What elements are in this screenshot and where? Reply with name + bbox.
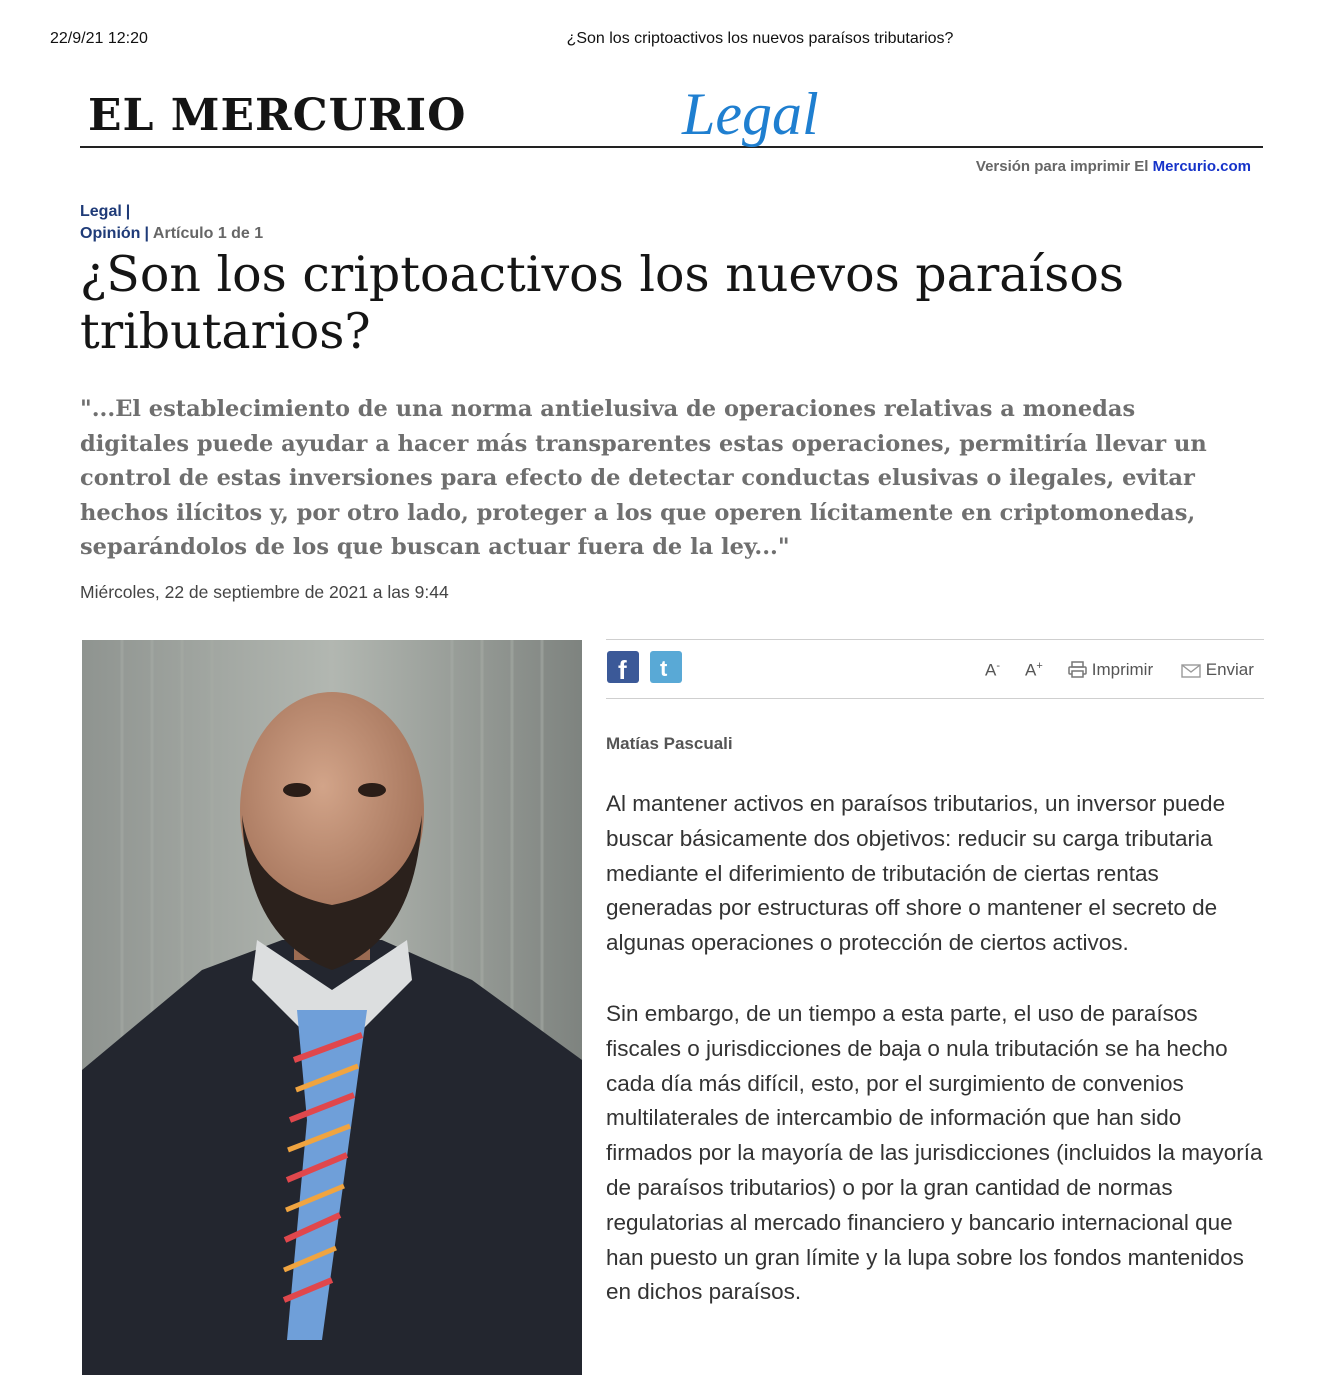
print-version-prefix: Versión para imprimir El bbox=[975, 158, 1149, 175]
print-version-notice bbox=[976, 158, 1251, 175]
print-header bbox=[0, 30, 1339, 50]
send-button[interactable] bbox=[1181, 660, 1254, 680]
mercurio-link[interactable]: Mercurio.com bbox=[1152, 158, 1251, 175]
brand-logo[interactable]: EL MERCURIO bbox=[88, 90, 467, 141]
printer-icon bbox=[1068, 660, 1092, 679]
section-logo[interactable]: Legal bbox=[682, 81, 819, 147]
font-decrease-sup: - bbox=[996, 660, 1001, 672]
breadcrumb-category-link[interactable]: Opinión bbox=[80, 225, 141, 242]
author-photo bbox=[82, 640, 582, 1375]
font-decrease-button[interactable] bbox=[985, 660, 1000, 681]
breadcrumb bbox=[80, 201, 263, 245]
article-author: Matías Pascuali bbox=[606, 734, 733, 753]
font-increase-button[interactable] bbox=[1025, 660, 1043, 681]
article-toolbar bbox=[606, 639, 1264, 699]
breadcrumb-separator: | bbox=[144, 225, 149, 242]
article-paragraph: Al mantener activos en paraísos tributarios, un inversor puede buscar básicamente dos objetivos: reducir su carga tributaria mediante el diferimiento de tributación de ciertas rentas generadas por estructuras off shore o mantener el secreto de algunas operaciones o protección de ciertos activos. bbox=[606, 791, 1226, 956]
font-decrease-label: A bbox=[985, 660, 997, 680]
breadcrumb-section-link[interactable]: Legal bbox=[80, 203, 122, 220]
print-page-title: ¿Son los criptoactivos los nuevos paraísos tributarios? bbox=[566, 30, 954, 47]
masthead bbox=[80, 80, 1263, 148]
font-increase-sup: + bbox=[1036, 660, 1043, 672]
facebook-icon[interactable] bbox=[607, 651, 639, 683]
print-datetime: 22/9/21 12:20 bbox=[50, 30, 148, 47]
font-increase-label: A bbox=[1025, 660, 1037, 680]
print-button[interactable] bbox=[1068, 660, 1153, 680]
article-headline: ¿Son los criptoactivos los nuevos paraísos tributarios? bbox=[80, 246, 1124, 360]
svg-text:t: t bbox=[660, 656, 668, 681]
publication-date: Miércoles, 22 de septiembre de 2021 a las 9:44 bbox=[80, 582, 449, 602]
article-count: Artículo 1 de 1 bbox=[152, 225, 264, 242]
send-label: Enviar bbox=[1205, 660, 1254, 679]
print-label: Imprimir bbox=[1091, 660, 1154, 679]
article-body bbox=[606, 787, 1266, 1346]
article-lead: "...El establecimiento de una norma antielusiva de operaciones relativas a monedas digitales puede ayudar a hacer más transparentes estas operaciones, permitiría llevar un control de estas inversiones para efecto de detectar conductas elusivas o ilegales, evitar hechos ilícitos y, por otro lado, proteger a los que operen lícitamente en criptomonedas, separándolos de los que buscan actuar fuera de la ley..." bbox=[80, 396, 1207, 560]
breadcrumb-separator: | bbox=[125, 203, 131, 220]
twitter-icon[interactable] bbox=[650, 651, 682, 683]
svg-text:f: f bbox=[618, 655, 627, 683]
article-paragraph: Sin embargo, de un tiempo a esta parte, el uso de paraísos fiscales o jurisdicciones de baja o nula tributación se ha hecho cada día más difícil, esto, por el surgimiento de convenios multilaterales de intercambio de información que han sido firmados por la mayoría de las jurisdicciones (incluidos la mayoría de paraísos tributarios) o por la gran cantidad de normas regulatorias al mercado financiero y bancario internacional que han puesto un gran límite y la lupa sobre los fondos mantenidos en dichos paraísos. bbox=[606, 1000, 1263, 1305]
envelope-icon bbox=[1181, 660, 1206, 679]
